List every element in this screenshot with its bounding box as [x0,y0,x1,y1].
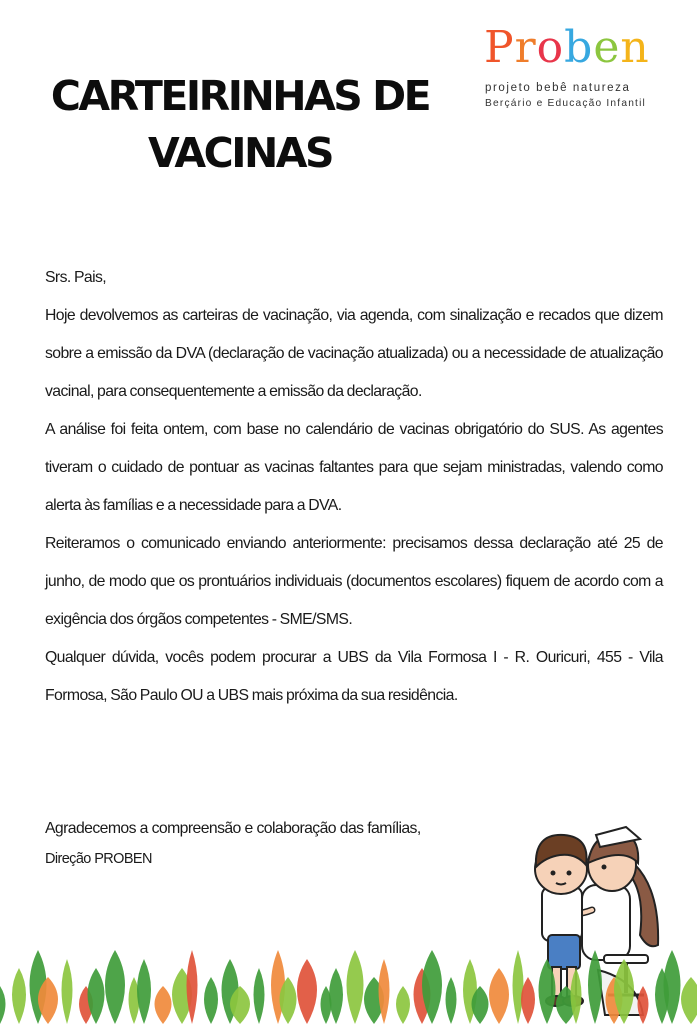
salutation: Srs. Pais, [45,269,107,286]
leaf-shape [329,968,343,1024]
leaf-shape [204,977,218,1024]
logo-letter: n [620,22,650,73]
paragraph-4: Qualquer dúvida, vocês podem procurar a UBS da Vila Formosa I - R. Ouricuri, 455 - Vila Formosa, São Paulo OU a UBS mais próxima da sua residência. [45,649,663,704]
logo-letter: r [514,22,537,73]
page-title [30,68,450,182]
logo-wordmark [484,18,650,78]
leaf-shape [155,986,172,1024]
paragraph-1: Hoje devolvemos as carteiras de vacinação, via agenda, com sinalização e recados que dizem sobre a emissão da DVA (declaração de vacinação atualizada) ou a necessidade de atualização vacinal, para consequentemente a emissão da declaração. [45,307,663,400]
leaf-shape [137,959,151,1024]
logo-tagline: projeto bebê natureza [485,82,631,94]
leaf-shape [297,959,317,1024]
leaf-shape [347,950,364,1024]
leaf-shape [0,986,6,1024]
signature: Direção PROBEN [45,851,152,867]
paragraph-3: Reiteramos o comunicado enviando anteriormente: precisamos dessa declaração até 25 de junho, de modo que os prontuários individuais (documentos escolares) fiquem de acordo com a exigência dos órgãos competentes - SME/SMS. [45,535,663,628]
letter-body [45,259,663,715]
proben-logo [482,18,672,113]
title-line-2: VACINAS [147,129,333,177]
title-line-1: CARTEIRINHAS DE [50,72,430,120]
leaf-shape [681,977,697,1024]
foliage-border [0,950,697,1024]
leaf-shape [12,968,26,1024]
logo-letter: o [536,22,565,73]
leaf-shape [254,968,265,1024]
paragraph-2: A análise foi feita ontem, com base no calendário de vacinas obrigatório do SUS. As agentes tiveram o cuidado de pontuar as vacinas faltantes para que sejam ministradas, valendo como alerta às famílias e a necessidade para a DVA. [45,421,663,514]
vaccination-illustration [0,815,697,1024]
leaf-shape [638,986,649,1024]
leaf-shape [446,977,457,1024]
leaf-shape [588,950,602,1024]
logo-subtitle: Berçário e Educação Infantil [485,98,647,109]
leaf-shape [105,950,125,1024]
leaf-shape [62,959,73,1024]
leaf-shape [489,968,509,1024]
leaf-shape [396,986,410,1024]
logo-letter: P [484,22,515,73]
leaf-shape [187,950,198,1024]
logo-letter: e [593,22,621,73]
logo-letter: b [564,22,594,73]
closing-text: Agradecemos a compreensão e colaboração das famílias, [45,820,421,837]
leaf-shape [513,950,524,1024]
